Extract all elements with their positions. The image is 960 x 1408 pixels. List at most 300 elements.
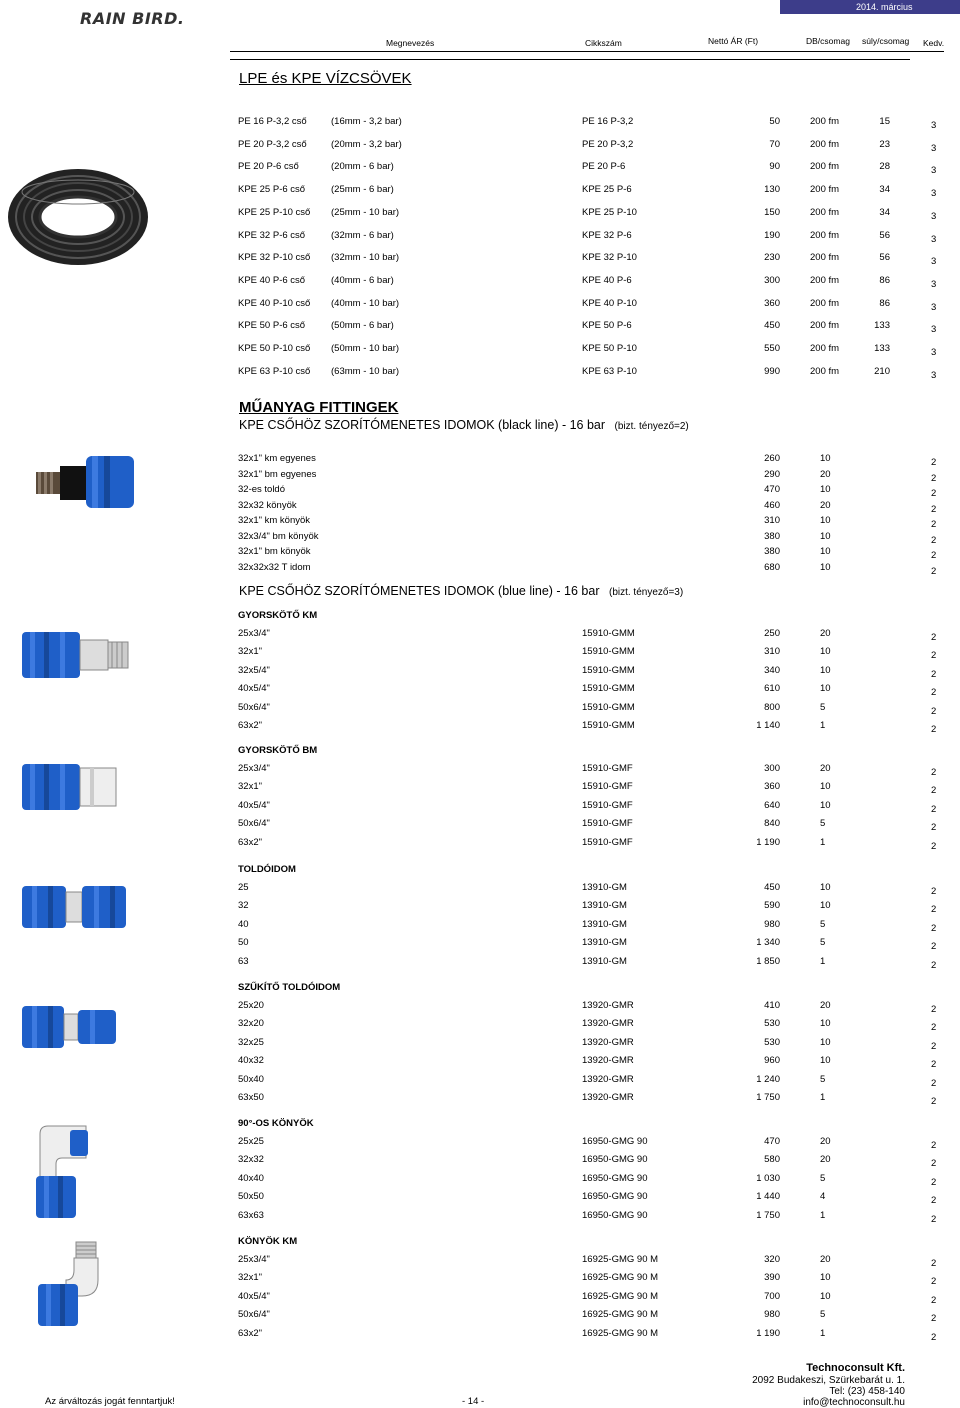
blue-fitting-discount: 2 (931, 1040, 937, 1052)
pipe-spec: (25mm - 10 bar) (331, 206, 400, 218)
black-fitting-price: 290 (764, 468, 780, 480)
pipe-price: 70 (769, 138, 780, 150)
blue-fitting-pack: 20 (820, 1154, 831, 1166)
col-header-code: Cikkszám (585, 38, 622, 48)
pipe-discount: 3 (931, 256, 937, 268)
blue-group-title: GYORSKÖTŐ BM (238, 745, 318, 756)
blue-fitting-code: 16925-GMG 90 M (582, 1309, 659, 1321)
black-fitting-discount: 2 (931, 457, 937, 468)
blue-fitting-discount: 2 (931, 959, 937, 971)
blue-fitting-discount: 2 (931, 941, 937, 953)
pipe-discount: 3 (931, 165, 937, 177)
pipe-pack: 200 fm (810, 229, 840, 241)
blue-fitting-name: 25x3/4" (238, 628, 270, 639)
blue-fitting-price: 1 850 (756, 955, 780, 967)
blue-fitting-discount: 2 (931, 668, 937, 680)
footer-company: Technoconsult Kft. (806, 1362, 905, 1374)
pipe-spec: (16mm - 3,2 bar) (331, 116, 402, 127)
pipe-code: KPE 25 P-6 (582, 184, 632, 196)
blue-fitting-discount: 2 (931, 1258, 937, 1269)
pipe-price: 50 (769, 116, 780, 127)
blue-line-subtitle (239, 584, 683, 598)
blue-fitting-pack: 10 (820, 1018, 831, 1030)
blue-fitting-discount: 2 (931, 1059, 937, 1071)
blue-fitting-name: 63x2" (238, 1327, 262, 1339)
blue-fitting-pack: 1 (820, 1092, 826, 1103)
blue-fitting-code: 13910-GM (582, 918, 627, 930)
blue-fitting-name: 40x5/4" (238, 1290, 270, 1302)
pipes-title: LPE és KPE VÍZCSÖVEK (239, 70, 412, 87)
blue-fitting-pack: 1 (820, 955, 826, 967)
blue-fitting-code: 15910-GMM (582, 701, 635, 713)
black-fitting-price: 380 (764, 546, 780, 557)
black-fitting-price: 380 (764, 530, 780, 542)
pipe-discount: 3 (931, 233, 937, 245)
blue-fitting-code: 13920-GMR (582, 1055, 634, 1067)
blue-fitting-code: 16950-GMG 90 (582, 1191, 648, 1203)
footer-email[interactable]: info@technoconsult.hu (803, 1397, 905, 1408)
blue-fitting-discount: 2 (931, 1096, 937, 1107)
col-header-weight: súly/csomag (862, 36, 910, 46)
pipe-discount: 3 (931, 347, 937, 358)
pipe-spec: (32mm - 6 bar) (331, 229, 394, 241)
blue-fitting-discount: 2 (931, 687, 937, 699)
blue-fitting-pack: 5 (820, 818, 826, 830)
blue-group-title: SZŰKÍTŐ TOLDÓIDOM (238, 982, 341, 993)
footer-page-number: - 14 - (462, 1396, 485, 1407)
black-fitting-name: 32x32x32 T idom (238, 561, 311, 573)
date-label: 2014. március (856, 2, 913, 12)
pipe-price: 150 (764, 206, 780, 218)
pipe-pack: 200 fm (810, 365, 840, 377)
blue-fitting-discount: 2 (931, 632, 937, 643)
pipe-coil-image (4, 162, 152, 272)
elbow-90-image (34, 1124, 90, 1220)
blue-fitting-pack: 10 (820, 683, 831, 695)
blue-fitting-code: 13920-GMR (582, 1073, 634, 1085)
blue-fitting-price: 1 240 (756, 1073, 780, 1085)
header-rule-2 (230, 59, 910, 60)
blue-fitting-price: 360 (764, 781, 780, 793)
pipe-discount: 3 (931, 120, 937, 131)
pipe-name: KPE 25 P-6 cső (238, 184, 306, 196)
blue-fitting-pack: 1 (820, 836, 826, 848)
pipe-discount: 3 (931, 210, 937, 222)
blue-fitting-name: 32x25 (238, 1036, 264, 1048)
blue-fitting-pack: 1 (820, 1209, 826, 1221)
blue-fitting-code: 16925-GMG 90 M (582, 1272, 659, 1284)
toldoidom-image (20, 884, 128, 930)
blue-fitting-name: 63x63 (238, 1209, 264, 1221)
col-header-price: Nettó ÁR (Ft) (708, 36, 759, 46)
blue-fitting-code: 15910-GMF (582, 818, 633, 830)
blue-fitting-pack: 5 (820, 1073, 826, 1085)
black-fitting-discount: 2 (931, 550, 937, 561)
pipe-pack: 200 fm (810, 274, 840, 286)
black-fitting-pack: 10 (820, 530, 831, 542)
pipe-pack: 200 fm (810, 138, 840, 150)
blue-fitting-price: 300 (764, 763, 780, 774)
blue-fitting-name: 50x50 (238, 1191, 264, 1203)
pipe-spec: (40mm - 6 bar) (331, 274, 394, 286)
blue-fitting-code: 15910-GMM (582, 720, 635, 731)
blue-fitting-code: 15910-GMF (582, 763, 633, 774)
pipe-pack: 200 fm (810, 343, 840, 354)
blue-fitting-price: 310 (764, 646, 780, 658)
blue-fitting-pack: 10 (820, 882, 831, 893)
blue-fitting-name: 25x25 (238, 1136, 264, 1147)
blue-fitting-price: 580 (764, 1154, 780, 1166)
blue-fitting-price: 530 (764, 1036, 780, 1048)
blue-fitting-discount: 2 (931, 1140, 937, 1151)
blue-fitting-name: 50x6/4" (238, 701, 270, 713)
black-fitting-name: 32x1" km egyenes (238, 453, 316, 464)
black-fitting-discount: 2 (931, 565, 937, 577)
black-fitting-name: 32-es toldó (238, 484, 286, 495)
black-fitting-pack: 20 (820, 499, 831, 511)
black-fitting-name: 32x32 könyök (238, 499, 297, 511)
pipe-price: 130 (764, 184, 780, 196)
black-fitting-price: 260 (764, 453, 780, 464)
blue-fitting-name: 40x40 (238, 1172, 264, 1184)
blue-line-subtitle-text: KPE CSŐHÖZ SZORÍTÓMENETES IDOMOK (blue line) - 16 bar (239, 584, 600, 598)
pipe-weight: 15 (879, 116, 890, 127)
blue-fitting-code: 13920-GMR (582, 1000, 634, 1011)
blue-fitting-name: 25 (238, 882, 249, 893)
blue-fitting-name: 50x6/4" (238, 1309, 270, 1321)
blue-fitting-pack: 20 (820, 763, 831, 774)
blue-fitting-pack: 20 (820, 1136, 831, 1147)
pipe-price: 550 (764, 343, 780, 354)
pipe-code: KPE 63 P-10 (582, 365, 637, 377)
black-fitting-pack: 20 (820, 468, 831, 480)
black-fitting-name: 32x1" km könyök (238, 515, 311, 526)
header-rule (230, 51, 944, 52)
pipe-code: KPE 25 P-10 (582, 206, 637, 218)
blue-fitting-pack: 10 (820, 900, 831, 912)
blue-fitting-pack: 10 (820, 646, 831, 658)
pipe-code: PE 20 P-3,2 (582, 138, 634, 150)
pipe-code: PE 16 P-3,2 (582, 116, 634, 127)
blue-fitting-discount: 2 (931, 1331, 937, 1343)
pipe-weight: 34 (879, 206, 890, 218)
black-fitting-name: 32x1" bm könyök (238, 546, 311, 557)
blue-fitting-code: 16925-GMG 90 M (582, 1290, 659, 1302)
black-line-subtitle (239, 418, 689, 432)
black-line-subtitle-text: KPE CSŐHÖZ SZORÍTÓMENETES IDOMOK (black line) - 16 bar (239, 418, 606, 432)
blue-fitting-price: 450 (764, 882, 780, 893)
blue-line-factor: (bizt. tényező=3) (608, 587, 684, 598)
blue-fitting-discount: 2 (931, 1195, 937, 1207)
blue-fitting-discount: 2 (931, 922, 937, 934)
pipe-discount: 3 (931, 369, 937, 381)
blue-fitting-discount: 2 (931, 724, 937, 735)
blue-fitting-pack: 5 (820, 1309, 826, 1321)
pipe-discount: 3 (931, 188, 937, 200)
blue-fitting-price: 700 (764, 1290, 780, 1302)
pipe-pack: 200 fm (810, 297, 840, 309)
date-banner (780, 0, 960, 14)
pipe-price: 230 (764, 252, 780, 264)
blue-fitting-discount: 2 (931, 1276, 937, 1288)
gyorskoto-km-image (20, 630, 130, 680)
pipe-code: KPE 50 P-10 (582, 343, 637, 354)
pipe-name: PE 16 P-3,2 cső (238, 116, 307, 127)
blue-fitting-price: 410 (764, 1000, 780, 1011)
blue-fitting-price: 1 750 (756, 1092, 780, 1103)
col-header-name: Megnevezés (386, 38, 435, 48)
blue-fitting-code: 16925-GMG 90 M (582, 1327, 659, 1339)
blue-fitting-price: 980 (764, 1309, 780, 1321)
blue-fitting-pack: 5 (820, 918, 826, 930)
blue-fitting-name: 63 (238, 955, 249, 967)
blue-fitting-name: 32x5/4" (238, 664, 270, 676)
pipe-spec: (25mm - 6 bar) (331, 184, 394, 196)
blue-fitting-price: 800 (764, 701, 780, 713)
blue-fitting-price: 960 (764, 1055, 780, 1067)
blue-fitting-pack: 4 (820, 1191, 826, 1203)
blue-fitting-discount: 2 (931, 767, 937, 778)
blue-fitting-price: 320 (764, 1254, 780, 1265)
blue-fitting-name: 25x3/4" (238, 763, 270, 774)
pipe-code: PE 20 P-6 (582, 161, 626, 173)
pipe-name: KPE 40 P-10 cső (238, 297, 311, 309)
blue-fitting-price: 1 750 (756, 1209, 780, 1221)
blue-fitting-name: 40 (238, 918, 249, 930)
blue-fitting-price: 1 030 (756, 1172, 780, 1184)
blue-fitting-pack: 20 (820, 1254, 831, 1265)
blue-fitting-name: 40x32 (238, 1055, 264, 1067)
pipe-price: 90 (769, 161, 780, 173)
blue-fitting-name: 50x40 (238, 1073, 264, 1085)
blue-fitting-name: 50x6/4" (238, 818, 270, 830)
pipe-spec: (40mm - 10 bar) (331, 297, 400, 309)
black-fitting-discount: 2 (931, 519, 937, 530)
blue-fitting-pack: 10 (820, 781, 831, 793)
blue-fitting-price: 530 (764, 1018, 780, 1030)
blue-fitting-pack: 10 (820, 1055, 831, 1067)
black-fitting-price: 460 (764, 499, 780, 511)
blue-fitting-pack: 5 (820, 937, 826, 949)
blue-fitting-code: 13920-GMR (582, 1036, 634, 1048)
col-header-pack: DB/csomag (806, 36, 850, 46)
pipe-price: 360 (764, 297, 780, 309)
pipe-spec: (63mm - 10 bar) (331, 365, 400, 377)
pipe-weight: 34 (879, 184, 890, 196)
pipe-weight: 133 (874, 343, 890, 354)
blue-fitting-name: 25x3/4" (238, 1254, 270, 1265)
blue-fitting-name: 25x20 (238, 1000, 264, 1011)
blue-fitting-pack: 10 (820, 799, 831, 811)
pipe-code: KPE 32 P-10 (582, 252, 637, 264)
blue-fitting-discount: 2 (931, 822, 937, 834)
pipe-code: KPE 32 P-6 (582, 229, 632, 241)
black-fitting-pack: 10 (820, 453, 831, 464)
blue-fitting-discount: 2 (931, 1313, 937, 1325)
blue-fitting-name: 32 (238, 900, 249, 912)
elbow-km-image (34, 1240, 106, 1328)
blue-fitting-pack: 5 (820, 1172, 826, 1184)
pipe-pack: 200 fm (810, 252, 840, 264)
pipe-weight: 56 (879, 252, 890, 264)
pipe-spec: (50mm - 10 bar) (331, 343, 400, 354)
blue-fitting-price: 1 190 (756, 1327, 780, 1339)
blue-fitting-name: 63x2" (238, 836, 262, 848)
blue-fitting-price: 1 190 (756, 836, 780, 848)
pipe-name: PE 20 P-3,2 cső (238, 138, 307, 150)
blue-fitting-code: 13910-GM (582, 955, 627, 967)
pipe-spec: (50mm - 6 bar) (331, 320, 394, 332)
blue-fitting-discount: 2 (931, 803, 937, 815)
blue-group-title: TOLDÓIDOM (238, 864, 296, 875)
pipe-weight: 86 (879, 274, 890, 286)
black-fitting-pack: 10 (820, 484, 831, 495)
blue-fitting-price: 340 (764, 664, 780, 676)
black-fitting-pack: 10 (820, 561, 831, 573)
pipe-name: KPE 50 P-10 cső (238, 343, 311, 354)
blue-fitting-name: 63x2" (238, 720, 262, 731)
pipe-weight: 86 (879, 297, 890, 309)
blue-fitting-discount: 2 (931, 705, 937, 717)
blue-fitting-discount: 2 (931, 886, 937, 897)
pipe-pack: 200 fm (810, 206, 840, 218)
pipe-name: KPE 40 P-6 cső (238, 274, 306, 286)
black-fitting-discount: 2 (931, 503, 937, 515)
pipe-code: KPE 40 P-10 (582, 297, 637, 309)
pipe-code: KPE 50 P-6 (582, 320, 632, 332)
blue-fitting-discount: 2 (931, 1294, 937, 1306)
blue-fitting-code: 16950-GMG 90 (582, 1136, 648, 1147)
blue-fitting-code: 13920-GMR (582, 1018, 634, 1030)
pipe-name: PE 20 P-6 cső (238, 161, 299, 173)
blue-fitting-pack: 1 (820, 1327, 826, 1339)
blue-fitting-code: 13920-GMR (582, 1092, 634, 1103)
blue-fitting-code: 15910-GMF (582, 799, 633, 811)
pipe-pack: 200 fm (810, 116, 840, 127)
blue-fitting-discount: 2 (931, 650, 937, 662)
blue-fitting-code: 15910-GMF (582, 836, 633, 848)
blue-fitting-pack: 10 (820, 664, 831, 676)
pipe-price: 990 (764, 365, 780, 377)
footer-rights: Az árváltozás jogát fenntartjuk! (45, 1396, 175, 1407)
fittings-title: MŰANYAG FITTINGEK (239, 399, 399, 416)
blue-fitting-price: 1 340 (756, 937, 780, 949)
black-fitting-discount: 2 (931, 534, 937, 546)
blue-fitting-code: 13910-GM (582, 900, 627, 912)
blue-group-title: GYORSKÖTŐ KM (238, 610, 318, 621)
blue-fitting-pack: 20 (820, 1000, 831, 1011)
pipe-name: KPE 50 P-6 cső (238, 320, 306, 332)
blue-fitting-discount: 2 (931, 1176, 937, 1188)
pipe-weight: 23 (879, 138, 890, 150)
rain-bird-logo: RAIN BIRD. (80, 9, 185, 28)
blue-fitting-name: 50 (238, 937, 249, 949)
blue-fitting-code: 16950-GMG 90 (582, 1172, 648, 1184)
blue-fitting-name: 32x1" (238, 646, 262, 658)
blue-fitting-price: 1 440 (756, 1191, 780, 1203)
gyorskoto-bm-image (20, 762, 120, 812)
blue-fitting-code: 15910-GMM (582, 646, 635, 658)
pipe-name: KPE 32 P-6 cső (238, 229, 306, 241)
black-line-fitting-image (34, 452, 138, 512)
pipe-weight: 210 (874, 365, 890, 377)
blue-fitting-code: 15910-GMM (582, 664, 635, 676)
pipe-price: 450 (764, 320, 780, 332)
blue-group-title: KÖNYÖK KM (238, 1236, 298, 1247)
pipe-pack: 200 fm (810, 184, 840, 196)
blue-fitting-price: 980 (764, 918, 780, 930)
footer-phone: Tel: (23) 458-140 (829, 1386, 905, 1397)
pipe-spec: (20mm - 6 bar) (331, 161, 394, 173)
blue-fitting-name: 32x1" (238, 781, 262, 793)
blue-fitting-code: 15910-GMF (582, 781, 633, 793)
blue-fitting-pack: 10 (820, 1290, 831, 1302)
col-header-discount: Kedv. (923, 38, 945, 48)
blue-fitting-name: 40x5/4" (238, 799, 270, 811)
blue-fitting-name: 40x5/4" (238, 683, 270, 695)
black-fitting-name: 32x3/4" bm könyök (238, 530, 319, 542)
black-fitting-price: 680 (764, 561, 780, 573)
pipe-discount: 3 (931, 278, 937, 290)
blue-fitting-price: 470 (764, 1136, 780, 1147)
blue-fitting-discount: 2 (931, 1213, 937, 1225)
blue-fitting-discount: 2 (931, 1158, 937, 1170)
black-fitting-discount: 2 (931, 472, 937, 484)
black-fitting-name: 32x1" bm egyenes (238, 468, 317, 480)
pipe-code: KPE 40 P-6 (582, 274, 632, 286)
blue-fitting-price: 610 (764, 683, 780, 695)
pipe-discount: 3 (931, 324, 937, 336)
blue-fitting-price: 390 (764, 1272, 780, 1284)
blue-fitting-pack: 10 (820, 1036, 831, 1048)
blue-fitting-price: 840 (764, 818, 780, 830)
pipe-weight: 56 (879, 229, 890, 241)
szukito-toldoidom-image (20, 1004, 120, 1050)
black-fitting-discount: 2 (931, 488, 937, 499)
pipe-price: 300 (764, 274, 780, 286)
pipe-weight: 133 (874, 320, 890, 332)
pipe-pack: 200 fm (810, 320, 840, 332)
pipe-spec: (20mm - 3,2 bar) (331, 138, 402, 150)
blue-fitting-code: 16950-GMG 90 (582, 1209, 648, 1221)
black-line-factor: (bizt. tényező=2) (614, 421, 689, 432)
blue-fitting-pack: 20 (820, 628, 831, 639)
pipe-price: 190 (764, 229, 780, 241)
blue-fitting-code: 13910-GM (582, 937, 627, 949)
black-fitting-pack: 10 (820, 546, 831, 557)
blue-fitting-price: 1 140 (756, 720, 780, 731)
blue-fitting-code: 16950-GMG 90 (582, 1154, 648, 1166)
blue-fitting-discount: 2 (931, 1022, 937, 1034)
blue-fitting-discount: 2 (931, 1004, 937, 1015)
footer-address: 2092 Budakeszi, Szürkebarát u. 1. (752, 1375, 905, 1386)
blue-fitting-discount: 2 (931, 904, 937, 916)
blue-fitting-name: 63x50 (238, 1092, 264, 1103)
blue-fitting-pack: 10 (820, 1272, 831, 1284)
blue-fitting-discount: 2 (931, 1077, 937, 1089)
blue-fitting-pack: 5 (820, 701, 826, 713)
pipe-spec: (32mm - 10 bar) (331, 252, 400, 264)
pipe-weight: 28 (879, 161, 890, 173)
blue-fitting-name: 32x32 (238, 1154, 264, 1166)
blue-fitting-name: 32x1" (238, 1272, 262, 1284)
blue-fitting-code: 13910-GM (582, 882, 627, 893)
black-fitting-price: 310 (764, 515, 780, 526)
pipe-pack: 200 fm (810, 161, 840, 173)
black-fitting-price: 470 (764, 484, 780, 495)
blue-fitting-discount: 2 (931, 785, 937, 797)
blue-fitting-code: 15910-GMM (582, 628, 635, 639)
